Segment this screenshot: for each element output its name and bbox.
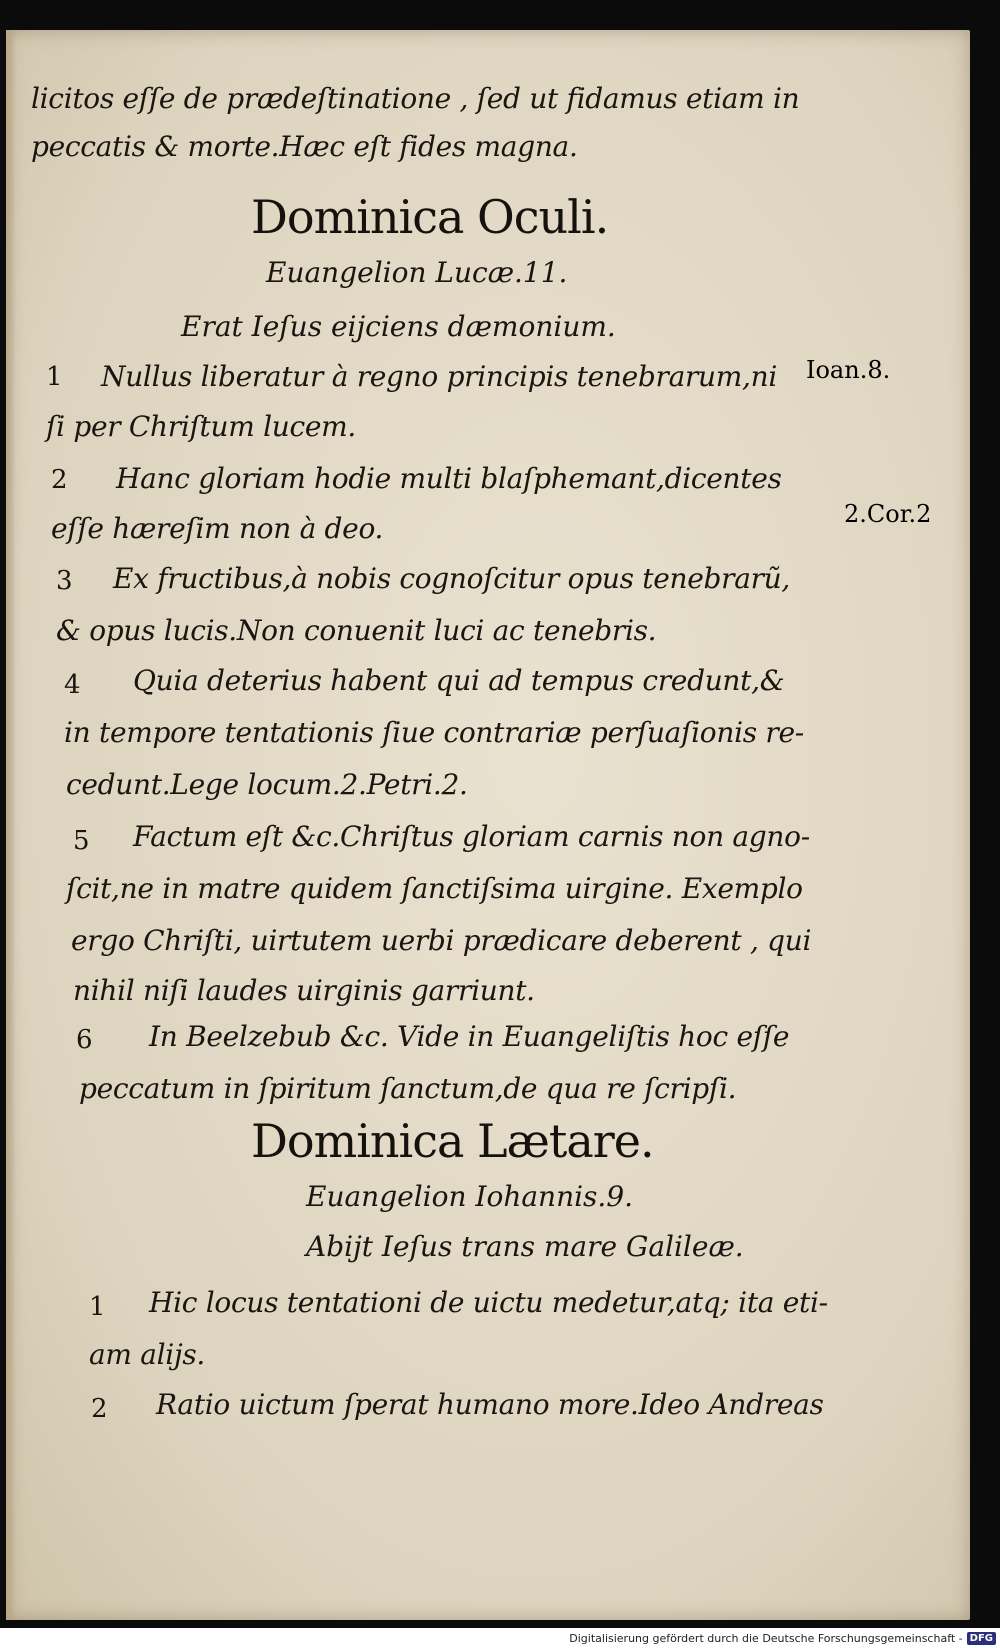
item-5-line-3: ergo Chriſti, uirtutem uerbi prædicare deberent , qui <box>71 924 812 957</box>
item-4-line-2: in tempore tentationis ſiue contrariæ perſuaſionis re- <box>64 716 804 749</box>
section-heading-oculi: Dominica Oculi. <box>251 190 609 244</box>
book-page <box>6 30 970 1620</box>
item-4-line-1: Quia deterius habent qui ad tempus credunt,& <box>133 664 785 697</box>
margin-note: Ioan.8. <box>806 356 891 384</box>
continuation-line-1: licitos eſſe de prædeſtinatione , ſed ut fidamus etiam in <box>31 82 800 115</box>
item-number: 4 <box>64 670 81 700</box>
continuation-line-2: peccatis & morte.Hæc eſt fides magna. <box>31 130 578 163</box>
gospel-incipit-laetare: Abijt Ieſus trans mare Galileæ. <box>306 1230 744 1263</box>
item-6-line-2: peccatum in ſpiritum ſanctum,de qua re ſcripſi. <box>79 1072 737 1105</box>
laetare-item-2-line-1: Ratio uictum ſperat humano more.Ideo Andreas <box>156 1388 824 1421</box>
item-number: 1 <box>46 362 63 392</box>
item-number: 5 <box>73 826 90 856</box>
digitization-credit-bar <box>0 1628 1000 1648</box>
gospel-incipit-oculi: Erat Ieſus eijciens dæmonium. <box>181 310 616 343</box>
item-4-line-3: cedunt.Lege locum.2.Petri.2. <box>66 768 468 801</box>
item-3-line-2: & opus lucis.Non conuenit luci ac tenebris. <box>56 614 657 647</box>
item-6-line-1: In Beelzebub &c. Vide in Euangeliſtis hoc eſſe <box>149 1020 790 1053</box>
laetare-item-1-line-1: Hic locus tentationi de uictu medetur,atq; ita eti- <box>149 1286 828 1319</box>
item-5-line-4: nihil niſi laudes uirginis garriunt. <box>73 974 535 1007</box>
margin-note: 2.Cor.2 <box>844 500 932 528</box>
item-number: 6 <box>76 1025 93 1055</box>
item-number: 3 <box>56 566 73 596</box>
digitization-credit-text: Digitalisierung gefördert durch die Deutsche Forschungsgemeinschaft - <box>569 1631 963 1645</box>
item-3-line-1: Ex fructibus,à nobis cognoſcitur opus tenebrarũ, <box>113 562 791 595</box>
item-number: 2 <box>51 465 68 495</box>
page-spine-shadow <box>6 30 16 1620</box>
item-1-line-2: ſi per Chriſtum lucem. <box>46 410 356 443</box>
laetare-item-1-line-2: am alijs. <box>89 1338 205 1371</box>
item-2-line-1: Hanc gloriam hodie multi blaſphemant,dicentes <box>116 462 782 495</box>
item-2-line-2: eſſe hæreſim non à deo. <box>51 512 384 545</box>
section-heading-laetare: Dominica Lætare. <box>251 1114 654 1168</box>
item-5-line-2: ſcit,ne in matre quidem ſanctiſsima uirgine. Exemplo <box>66 872 803 905</box>
item-5-line-1: Factum eſt &c.Chriſtus gloriam carnis non agno- <box>133 820 810 853</box>
gospel-reference-john: Euangelion Iohannis.9. <box>306 1180 634 1213</box>
item-number: 1 <box>89 1292 106 1322</box>
item-1-line-1: Nullus liberatur à regno principis tenebrarum,ni <box>101 360 778 393</box>
gospel-reference-luke: Euangelion Lucæ.11. <box>266 256 568 289</box>
item-number: 2 <box>91 1394 108 1424</box>
dfg-logo: DFG <box>967 1632 996 1645</box>
